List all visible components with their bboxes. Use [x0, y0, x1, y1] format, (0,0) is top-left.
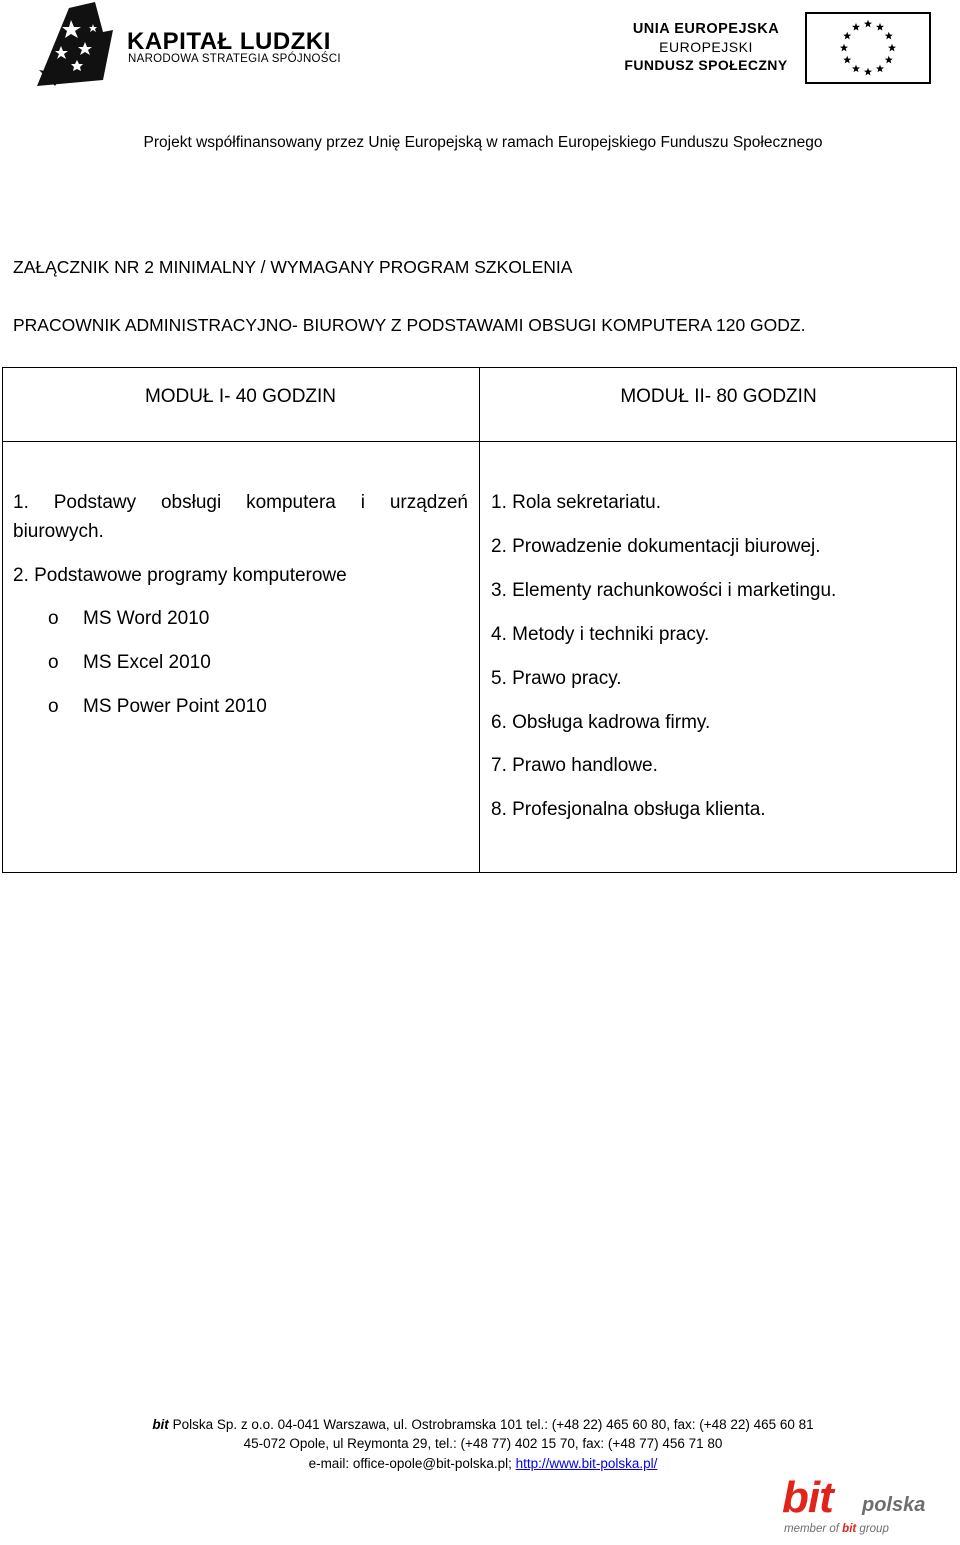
module-1-subitem: MS Word 2010 — [83, 608, 210, 629]
bullet-marker: o — [48, 652, 59, 673]
member-brand: bit — [842, 1523, 857, 1535]
table-column-divider — [479, 367, 480, 873]
module-1-item-1-continuation: biurowych. — [13, 521, 104, 542]
module-1-item-1: 1. Podstawy obsługi komputera i urządzeń — [13, 492, 468, 513]
eu-line-1: UNIA EUROPEJSKA — [632, 21, 780, 37]
bit-logo-word: bit — [782, 1473, 833, 1522]
module-2-header: MODUŁ II- 80 GODZIN — [620, 386, 817, 407]
footer-contact-line — [0, 1456, 960, 1471]
module-2-item: 7. Prawo handlowe. — [491, 755, 658, 776]
footer-email: e-mail: office-opole@bit-polska.pl; — [308, 1456, 516, 1471]
footer-brand: bit — [152, 1417, 169, 1432]
bullet-marker: o — [48, 608, 59, 629]
bit-logo-polska: polska — [862, 1494, 926, 1516]
project-cofinancing-line: Projekt współfinansowany przez Unię Europejską w ramach Europejskiego Funduszu Społecznego — [143, 134, 823, 151]
module-2-item: 8. Profesjonalna obsługa klienta. — [491, 799, 766, 820]
bit-logo-member-line — [784, 1523, 889, 1535]
module-2-item: 6. Obsługa kadrowa firmy. — [491, 712, 711, 733]
module-1-subitem: MS Power Point 2010 — [83, 696, 267, 717]
bullet-marker: o — [48, 696, 59, 717]
document-subtitle: PRACOWNIK ADMINISTRACYJNO- BIUROWY Z PODSTAWAMI OBSUGI KOMPUTERA 120 GODZ. — [13, 315, 806, 335]
footer-address-line-1 — [0, 1417, 960, 1432]
website-link[interactable]: http://www.bit-polska.pl/ — [515, 1456, 658, 1471]
module-2-item: 4. Metody i techniki pracy. — [491, 624, 710, 645]
eu-line-2: EUROPEJSKI — [659, 39, 753, 56]
bit-polska-logo — [782, 1473, 952, 1543]
member-prefix: member of — [784, 1523, 843, 1535]
module-1-subitem: MS Excel 2010 — [83, 652, 211, 673]
footer-line-1-text: Polska Sp. z o.o. 04-041 Warszawa, ul. Ostrobramska 101 tel.: (+48 22) 465 60 80, fax: (+48 22) 465 60 81 — [168, 1417, 814, 1432]
eu-flag-icon — [805, 12, 931, 84]
module-2-item: 1. Rola sekretariatu. — [491, 492, 662, 513]
module-1-header: MODUŁ I- 40 GODZIN — [144, 386, 337, 407]
kapital-ludzki-subtitle: NARODOWA STRATEGIA SPÓJNOŚCI — [128, 53, 341, 65]
eu-line-3: FUNDUSZ SPOŁECZNY — [624, 56, 788, 73]
module-2-item: 2. Prowadzenie dokumentacji biurowej. — [491, 536, 821, 557]
table-row-divider — [2, 441, 957, 442]
module-1-item-2: 2. Podstawowe programy komputerowe — [13, 565, 347, 586]
member-suffix: group — [856, 1523, 889, 1535]
eu-fund-text — [618, 22, 794, 73]
document-title: ZAŁĄCZNIK NR 2 MINIMALNY / WYMAGANY PROGRAM SZKOLENIA — [13, 257, 573, 277]
footer-address-line-2: 45-072 Opole, ul Reymonta 29, tel.: (+48 77) 402 15 70, fax: (+48 77) 456 71 80 — [243, 1436, 723, 1451]
module-2-item: 3. Elementy rachunkowości i marketingu. — [491, 580, 837, 601]
kapital-ludzki-title: KAPITAŁ LUDZKI — [127, 28, 331, 55]
module-2-item: 5. Prawo pracy. — [491, 668, 622, 689]
